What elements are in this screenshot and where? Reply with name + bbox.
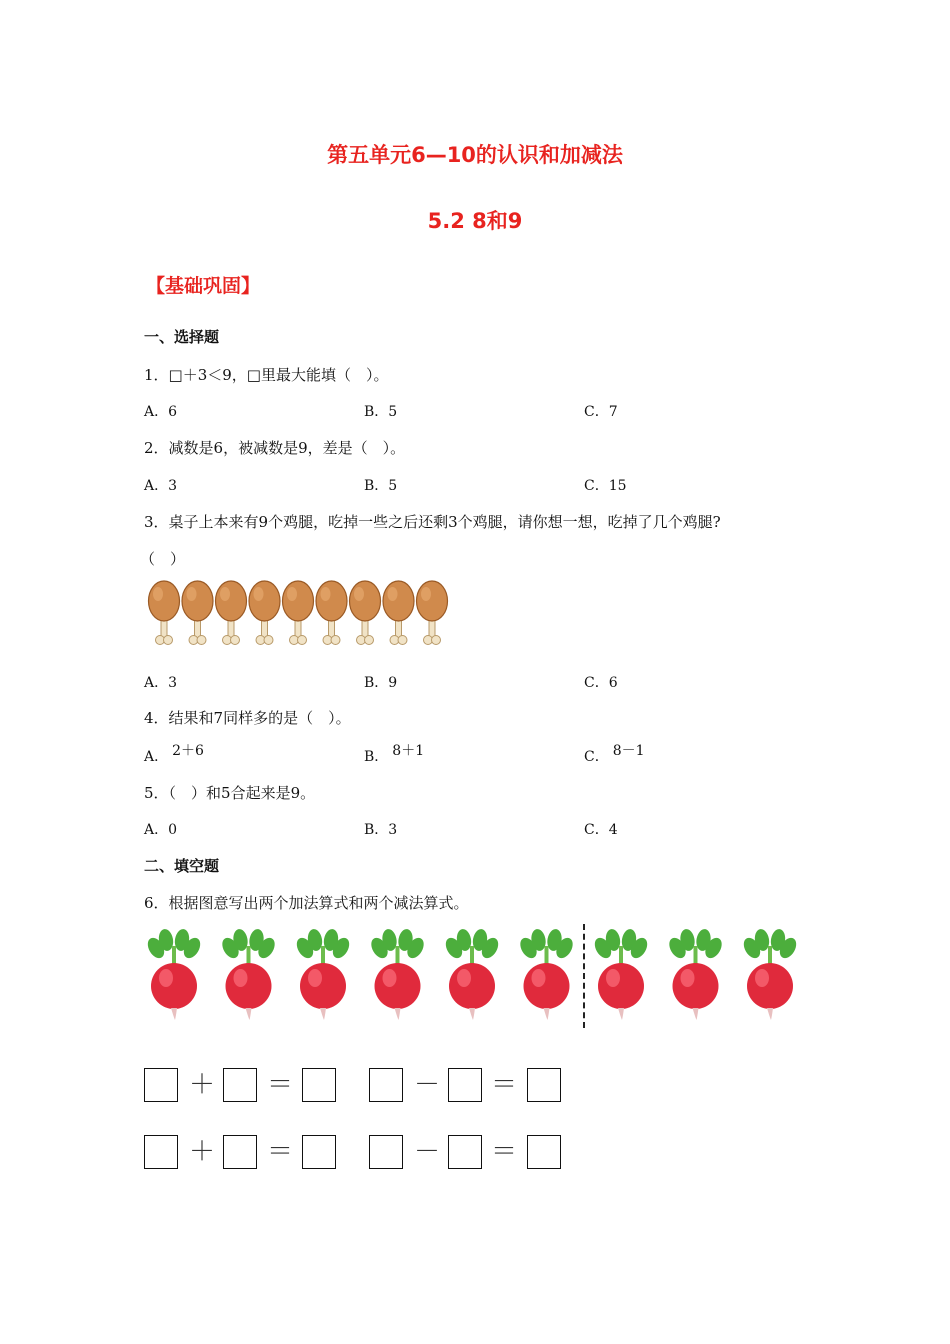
- drumstick-icon: [350, 581, 381, 645]
- q4-option-b[interactable]: [364, 743, 425, 766]
- q3-option-a[interactable]: A．3: [144, 675, 178, 691]
- drumstick-icon: [249, 581, 280, 645]
- answer-box[interactable]: [144, 1135, 178, 1169]
- question-6: 6．根据图意写出两个加法算式和两个减法算式。: [144, 894, 469, 912]
- q3-option-c[interactable]: C．6: [584, 675, 618, 691]
- section-choice-heading: 一、选择题: [144, 328, 220, 346]
- q5-option-c[interactable]: C．4: [584, 822, 618, 838]
- answer-box[interactable]: [302, 1135, 336, 1169]
- q3-option-b[interactable]: B．9: [364, 675, 398, 691]
- drumstick-icon: [383, 581, 414, 645]
- minus-sign: －: [413, 1070, 440, 1100]
- q4-option-b-expression: 8＋1: [392, 743, 425, 759]
- q4-option-a[interactable]: [144, 743, 204, 766]
- question-2: 2．减数是6，被减数是9，差是（ ）。: [144, 439, 406, 457]
- radish-icon: [293, 928, 352, 1020]
- radish-icon: [368, 928, 427, 1020]
- question-3-blank: （ ）: [140, 550, 186, 568]
- q2-option-a[interactable]: A．3: [144, 478, 178, 494]
- radish-icon: [740, 928, 799, 1020]
- radish-icon: [517, 928, 576, 1020]
- q2-option-b[interactable]: B．5: [364, 478, 398, 494]
- answer-box[interactable]: [448, 1068, 482, 1102]
- section-tag: 【基础巩固】: [146, 275, 261, 297]
- q1-option-b[interactable]: B．5: [364, 404, 398, 420]
- radish-icon: [219, 928, 278, 1020]
- question-5: 5．（ ）和5合起来是9。: [144, 784, 316, 802]
- question-4: 4．结果和7同样多的是（ ）。: [144, 709, 351, 727]
- q4-option-c[interactable]: [584, 743, 645, 766]
- q5-option-a[interactable]: A．0: [144, 822, 178, 838]
- drumstick-icon: [182, 581, 213, 645]
- page-title: 第五单元6—10的认识和加减法: [327, 143, 623, 167]
- minus-sign: －: [413, 1137, 440, 1167]
- q1-option-c[interactable]: C．7: [584, 404, 618, 420]
- equals-sign: ＝: [266, 1137, 293, 1167]
- answer-box[interactable]: [369, 1068, 403, 1102]
- radish-icon: [144, 928, 203, 1020]
- radishes-illustration: [140, 928, 810, 1028]
- equals-sign: ＝: [266, 1070, 293, 1100]
- answer-box[interactable]: [448, 1135, 482, 1169]
- answer-box[interactable]: [144, 1068, 178, 1102]
- drumstick-icon: [316, 581, 347, 645]
- drumstick-icon: [149, 581, 180, 645]
- answer-box[interactable]: [223, 1068, 257, 1102]
- q2-option-c[interactable]: C．15: [584, 478, 627, 494]
- answer-box[interactable]: [223, 1135, 257, 1169]
- q1-option-a[interactable]: A．6: [144, 404, 178, 420]
- drumstick-icon: [417, 581, 448, 645]
- q4-option-a-expression: 2＋6: [172, 743, 204, 759]
- radish-icon: [666, 928, 725, 1020]
- answer-box[interactable]: [527, 1068, 561, 1102]
- q4-option-c-label: C．: [584, 749, 609, 765]
- drumsticks-illustration: [144, 580, 454, 650]
- lesson-subtitle: 5.2 8和9: [427, 209, 523, 233]
- radish-icon: [591, 928, 650, 1020]
- drumstick-icon: [283, 581, 314, 645]
- answer-box[interactable]: [302, 1068, 336, 1102]
- q4-option-c-expression: 8－1: [612, 743, 645, 759]
- answer-box[interactable]: [369, 1135, 403, 1169]
- q4-option-b-label: B．: [364, 749, 389, 765]
- answer-box[interactable]: [527, 1135, 561, 1169]
- radish-icon: [442, 928, 501, 1020]
- equals-sign: ＝: [490, 1070, 517, 1100]
- drumstick-icon: [216, 581, 247, 645]
- section-fill-heading: 二、填空题: [144, 857, 220, 875]
- q5-option-b[interactable]: B．3: [364, 822, 398, 838]
- plus-sign: ＋: [188, 1070, 215, 1100]
- question-3: 3．桌子上本来有9个鸡腿，吃掉一些之后还剩3个鸡腿，请你想一想，吃掉了几个鸡腿?: [144, 513, 721, 531]
- q4-option-a-label: A．: [144, 749, 169, 765]
- group-divider: [583, 924, 585, 1028]
- equals-sign: ＝: [490, 1137, 517, 1167]
- plus-sign: ＋: [188, 1137, 215, 1167]
- question-1: 1．□＋3＜9，□里最大能填（ ）。: [144, 366, 389, 384]
